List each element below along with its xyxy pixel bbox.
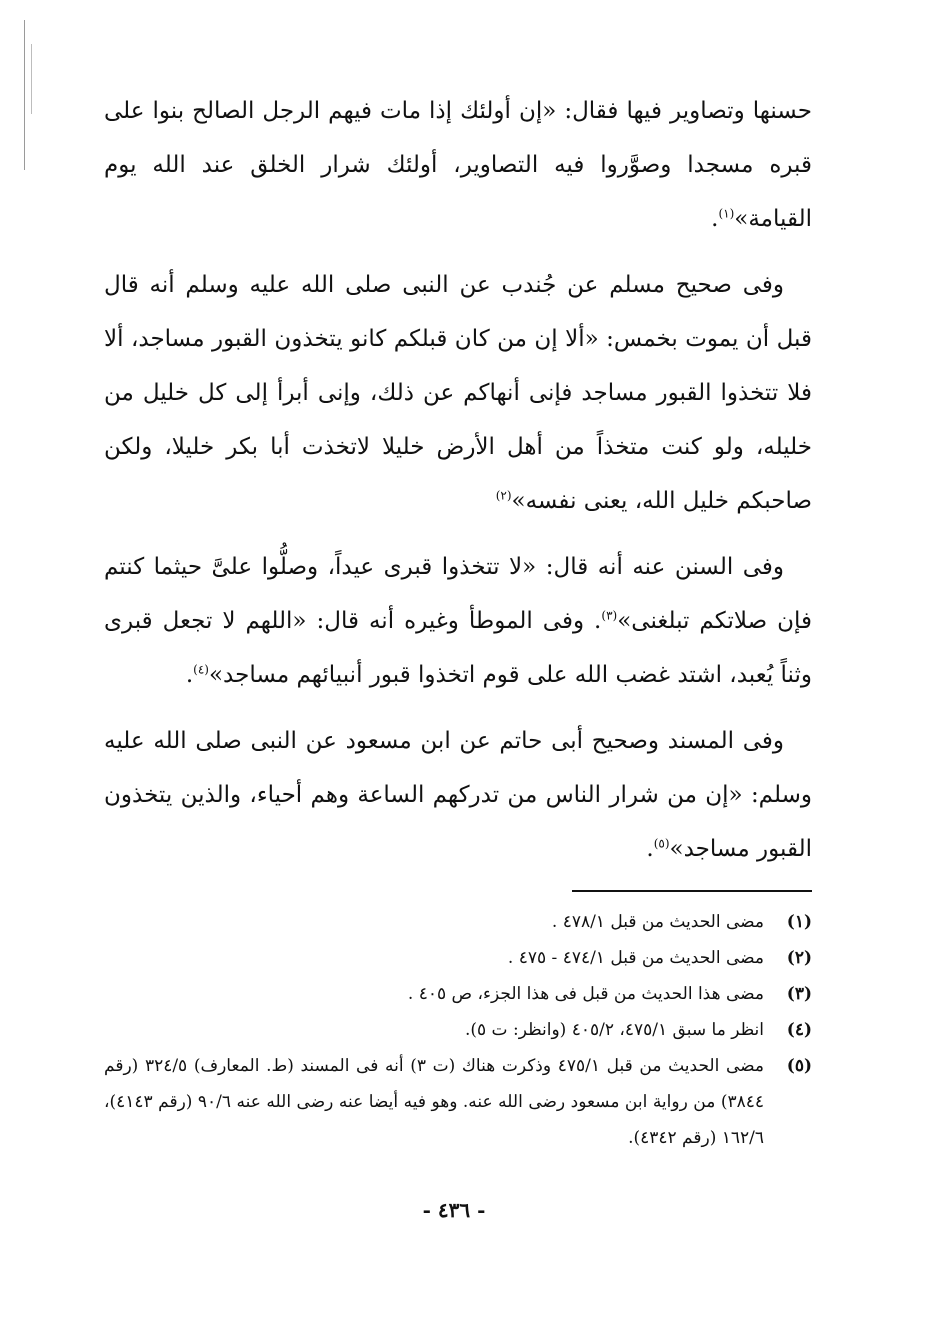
scan-edge-line-inner (31, 44, 32, 114)
scan-edge-line (24, 20, 25, 170)
footnote-number: (٤) (786, 1020, 812, 1040)
paragraph-tail: . (185, 662, 194, 688)
body-paragraph-4 (104, 714, 812, 876)
page-content (104, 84, 812, 1156)
footnote-item (104, 904, 812, 940)
footnote-separator (572, 890, 812, 892)
paragraph-text: وفى المسند وصحيح أبى حاتم عن ابن مسعود عن النبى صلى الله عليه وسلم: «إن من شرار الناس من تدركهم الساعة وهم أحياء، والذين يتخذون القبور مساجد» (104, 728, 812, 862)
footnote-item (104, 1012, 812, 1048)
footnote-number: (٢) (786, 948, 812, 968)
body-paragraph-2 (104, 258, 812, 528)
footnote-number: (٣) (786, 984, 812, 1004)
footnote-reference: (٥) (653, 836, 670, 851)
paragraph-tail: . (646, 836, 654, 862)
footnote-text: مضى هذا الحديث من قبل فى هذا الجزء، ص ٤٠٥ . (407, 984, 764, 1004)
paragraph-tail: . وفى الموطأ وغيره أنه قال: «اللهم لا تجعل قبرى وثناً يُعبد، اشتد غضب الله على قوم اتخذوا قبور أنبيائهم مساجد» (104, 608, 812, 688)
footnote-reference: (١) (718, 206, 735, 221)
page-number: - ٤٣٦ - (422, 1198, 486, 1222)
footnote-reference: (٤) (193, 662, 209, 677)
paragraph-text: وفى السنن عنه أنه قال: «لا تتخذوا قبرى عيداً، وصلُّوا علىَّ حيثما كنتم فإن صلاتكم تبلغنى» (104, 554, 812, 634)
footnote-item (104, 940, 812, 976)
footnote-item (104, 976, 812, 1012)
footnote-text: مضى الحديث من قبل ٤٧٤/١ - ٤٧٥ . (507, 948, 764, 968)
footnote-number: (٥) (786, 1056, 812, 1076)
paragraph-text: حسنها وتصاوير فيها فقال: «إن أولئك إذا مات فيهم الرجل الصالح بنوا على قبره مسجدا وصوَّروا فيه التصاوير، أولئك شرار الخلق عند الله يوم القيامة» (104, 98, 812, 232)
paragraph-tail: . (711, 206, 719, 232)
footnote-text: مضى الحديث من قبل ٤٧٨/١ . (551, 912, 764, 932)
footnote-item (104, 1048, 812, 1156)
footnote-reference: (٢) (495, 488, 512, 503)
footnote-text: انظر ما سبق ٤٧٥/١، ٤٠٥/٢ (وانظر: ت ٥). (464, 1020, 764, 1040)
footnote-list (104, 904, 812, 1156)
footnote-number: (١) (786, 912, 812, 932)
footnote-text: مضى الحديث من قبل ٤٧٥/١ وذكرت هناك (ت ٣) أنه فى المسند (ط. المعارف) ٣٢٤/٥ (رقم ٣٨٤٤) من رواية ابن مسعود رضى الله عنه. وهو فيه أيضا عنه رضى الله عنه ٩٠/٦ (رقم ٤١٤٣)، ١٦٢/٦ (رقم ٤٣٤٢). (104, 1056, 764, 1148)
body-paragraph-1 (104, 84, 812, 246)
footnote-reference: (٣) (601, 608, 618, 623)
paragraph-text: وفى صحيح مسلم عن جُندب عن النبى صلى الله عليه وسلم أنه قال قبل أن يموت بخمس: «ألا إن من كان قبلكم كانو يتخذون القبور مساجد، ألا فلا تتخذوا القبور مساجد فإنى أنهاكم عن ذلك، وإنى أبرأ إلى كل خليل من خليله، ولو كنت متخذاً من أهل الأرض خليلا لاتخذت أبا بكر خليلا، ولكن صاحبكم خليل الله، يعنى نفسه» (104, 272, 812, 514)
body-paragraph-3 (104, 540, 812, 702)
